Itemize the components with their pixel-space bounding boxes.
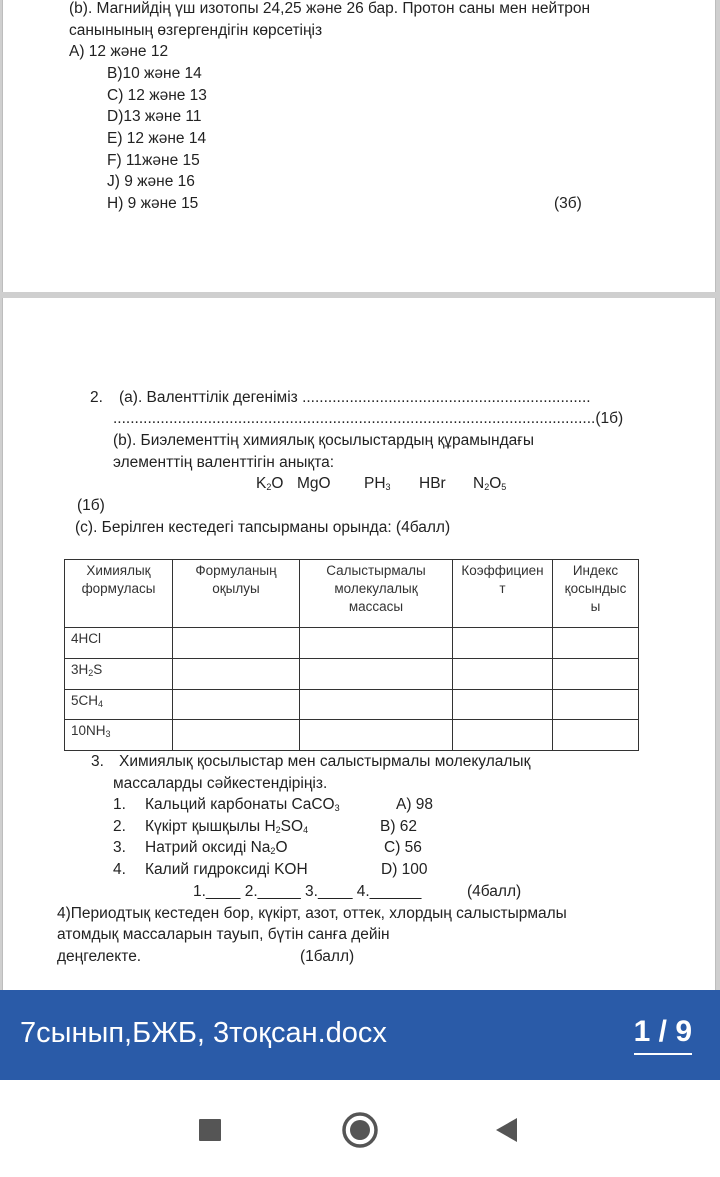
formula-n2o5: $N_2O_5$: [473, 475, 507, 492]
table-header-row: [65, 560, 639, 628]
table-cell-formula: $3H_2S$: [65, 659, 173, 690]
triangle-back-icon: [493, 1116, 519, 1144]
formula-hbr: HBr: [419, 475, 446, 492]
q2-number: 2.: [90, 389, 103, 406]
q3-item-2-name: Күкірт қышқылы $H_2SO_4$: [145, 818, 309, 835]
table-cell: [300, 628, 453, 659]
q1b-points: (3б): [554, 195, 582, 212]
table-cell: [173, 628, 300, 659]
q4-line1: 4)Периодтық кестеден бор, күкірт, азот, оттек, хлордың салыстырмалы: [57, 905, 567, 922]
q4-points: (1балл): [300, 948, 355, 965]
q2c-text: (c). Берілген кестедегі тапсырманы орында: (4балл): [75, 519, 451, 536]
table-header-index: Индекс қосындыс ы: [553, 560, 639, 628]
q1b-line2: санынының өзгергендігін көрсетіңіз: [69, 22, 323, 39]
q2a-text: (a). Валенттілік дегеніміз ...................................................................: [119, 389, 591, 406]
q3-answer-d: D) 100: [381, 861, 428, 878]
file-info-bar: [0, 990, 720, 1080]
q2b-line1: (b). Биэлементтің химиялық қосылыстардың құрамындағы: [113, 432, 535, 449]
table-cell: [553, 628, 639, 659]
q3-item-2-number: 2.: [113, 818, 126, 835]
q3-item-4-number: 4.: [113, 861, 126, 878]
q4-line2: атомдық массаларын тауып, бүтін санға дейін: [57, 926, 390, 943]
table-cell: [173, 659, 300, 690]
table-cell: [553, 659, 639, 690]
back-button[interactable]: [486, 1110, 526, 1150]
table-row: [65, 720, 639, 751]
q3-item-1-name: Кальций карбонаты CaCO$_3$: [145, 796, 340, 813]
option-d: D)13 және 11: [107, 108, 202, 125]
option-j: J) 9 және 16: [107, 173, 195, 190]
table-cell-formula: $10NH_3$: [65, 720, 173, 751]
task-table: [64, 559, 639, 751]
table-row: [65, 659, 639, 690]
table-cell: [453, 690, 553, 720]
table-row: [65, 690, 639, 720]
table-cell-formula: $5CH_4$: [65, 690, 173, 720]
table-cell: [300, 690, 453, 720]
q3-item-4-name: Калий гидроксиді KOH: [145, 861, 308, 878]
q2b-line2: элементтің валенттігін анықта:: [113, 454, 335, 471]
q3-item-3-number: 3.: [113, 839, 126, 856]
table-cell: [553, 690, 639, 720]
table-row: [65, 628, 639, 659]
q3-answer-a: A) 98: [396, 796, 434, 813]
q3-points: (4балл): [467, 883, 522, 900]
square-recents-icon: [198, 1118, 222, 1142]
table-header-coefficient: Коэффициен т: [453, 560, 553, 628]
q3-blanks: 1.____ 2._____ 3.____ 4.______: [193, 883, 422, 900]
table-cell: [300, 659, 453, 690]
table-cell: [300, 720, 453, 751]
option-b: B)10 және 14: [107, 65, 202, 82]
option-h: H) 9 және 15: [107, 195, 199, 212]
circle-home-icon: [341, 1111, 379, 1149]
file-name: 7сынып,БЖБ, 3тоқсан.docx: [20, 1017, 387, 1049]
q3-answer-c: C) 56: [384, 839, 422, 856]
q2b-points: (1б): [77, 497, 105, 514]
home-button[interactable]: [340, 1110, 380, 1150]
option-f: F) 11және 15: [107, 152, 200, 169]
table-header-mass: Салыстырмалы молекулалық массасы: [300, 560, 453, 628]
option-a: A) 12 және 12: [69, 43, 169, 60]
q3-number: 3.: [91, 753, 104, 770]
formula-ph3: $PH_3$: [364, 475, 391, 492]
table-header-reading: Формуланың оқылуы: [173, 560, 300, 628]
table-header-formula: Химиялық формуласы: [65, 560, 173, 628]
q3-line2: массаларды сәйкестендіріңіз.: [113, 775, 328, 792]
q3-answer-b: B) 62: [380, 818, 418, 835]
document-page-top: [2, 0, 716, 292]
q1b-line1: (b). Магнийдің үш изотопы 24,25 және 26 бар. Протон саны мен нейтрон: [69, 0, 591, 17]
formula-mgo: MgO: [297, 475, 331, 492]
table-cell: [453, 628, 553, 659]
option-c: C) 12 және 13: [107, 87, 207, 104]
table-cell: [173, 720, 300, 751]
table-cell: [553, 720, 639, 751]
table-cell: [453, 720, 553, 751]
table-cell: [173, 690, 300, 720]
table-cell: [453, 659, 553, 690]
table-cell-formula: 4HCl: [65, 628, 173, 659]
q3-item-3-name: Натрий оксиді $Na_2O$: [145, 839, 288, 856]
q2a-dots: ................................................................................................................(1б): [113, 410, 624, 427]
android-navigation-bar: [0, 1080, 720, 1177]
q3-item-1-number: 1.: [113, 796, 126, 813]
page-indicator[interactable]: 1 / 9: [634, 1015, 692, 1055]
recents-button[interactable]: [190, 1110, 230, 1150]
document-page-bottom: [2, 298, 716, 990]
option-e: E) 12 және 14: [107, 130, 207, 147]
q3-line1: Химиялық қосылыстар мен салыстырмалы молекулалық: [119, 753, 531, 770]
formula-k2o: $K_2O$: [256, 475, 284, 492]
q4-line3: деңгелекте.: [57, 948, 142, 965]
